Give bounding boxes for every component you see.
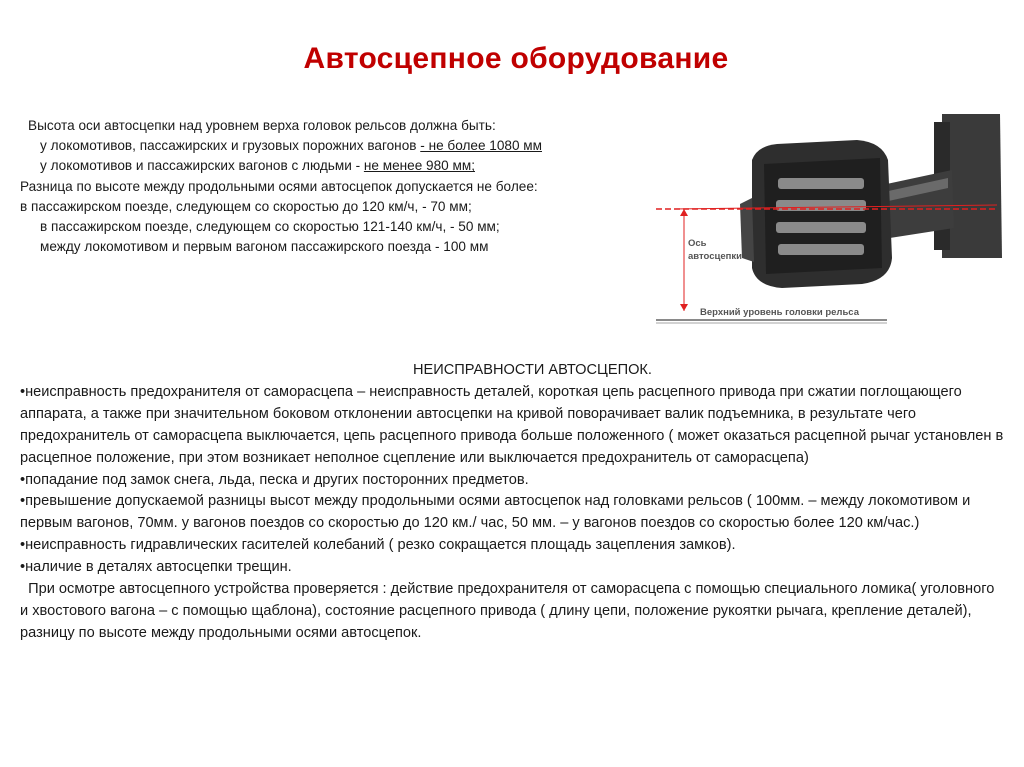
req-line-7: между локомотивом и первым вагоном пассажирского поезда - 100 мм: [40, 239, 489, 255]
coupler-diagram: [652, 108, 1012, 333]
fault-item: •неисправность гидравлических гасителей колебаний ( резко сокращается площадь зацепления замков).: [20, 537, 736, 554]
inspection-note: При осмотре автосцепного устройства проверяется : действие предохранителя от саморасцепа с помощью специального ломика( уголовного и хвостового вагона – с помощью щаблона), состояние расцепного привода ( длину цепи, положение рукоятки рычага, крепление деталей), разницу по высоте между продольными осями автосцепок.: [20, 581, 999, 641]
req-line-3: у локомотивов и пассажирских вагонов с людьми - не менее 980 мм;: [40, 158, 475, 174]
req-line-4: Разница по высоте между продольными осями автосцепок допускается не более:: [20, 178, 538, 194]
req-line-2: у локомотивов, пассажирских и грузовых порожних вагонов - не более 1080 мм: [40, 138, 542, 154]
faults-section: [20, 360, 1005, 645]
req-line-6: в пассажирском поезде, следующем со скоростью 121-140 км/ч, - 50 мм;: [40, 219, 500, 235]
fault-item: •попадание под замок снега, льда, песка и других посторонних предметов.: [20, 471, 529, 488]
req-line-5: в пассажирском поезде, следующем со скоростью до 120 км/ч, - 70 мм;: [20, 198, 472, 214]
slide-title: Автосцепное оборудование: [303, 42, 729, 75]
fault-item: •наличие в деталях автосцепки трещин.: [20, 559, 292, 576]
height-requirements: [20, 116, 650, 257]
fault-item: •превышение допускаемой разницы высот между продольными осями автосцепок над головками рельсов ( 100мм. – между локомотивом и первым вагонов, 70мм. у вагонов поездов со скоростью до 120 км./ час, 50 мм. – у вагонов поездов со скоростью более 120 км/час.): [20, 493, 971, 532]
axis-label-line1: Ось: [688, 238, 707, 249]
fault-item: •неисправность предохранителя от саморасцепа – неисправность деталей, короткая цепь расцепного привода при сжатии поглощающего аппарата, а также при значительном боковом отклонении автосцепки на кривой поворачивает валик подъемника, в результате чего предохранитель от саморасцепа выключается, цепь расцепного привода больше положенного ( может оказаться расцепной рычаг установлен в расцепное положение, при этом возникает неполное сцепление или выключается предохранитель от саморасцепа): [20, 383, 1004, 466]
axis-label-line2: автосцепки: [688, 251, 742, 262]
req-line-1: Высота оси автосцепки над уровнем верха головок рельсов должна быть:: [28, 118, 496, 133]
max-height-value: - не более 1080 мм: [420, 138, 542, 154]
min-height-value: не менее 980 мм;: [363, 158, 475, 174]
faults-heading: НЕИСПРАВНОСТИ АВТОСЦЕПОК.: [413, 362, 652, 378]
rail-level-label: Верхний уровень головки рельса: [700, 307, 859, 318]
